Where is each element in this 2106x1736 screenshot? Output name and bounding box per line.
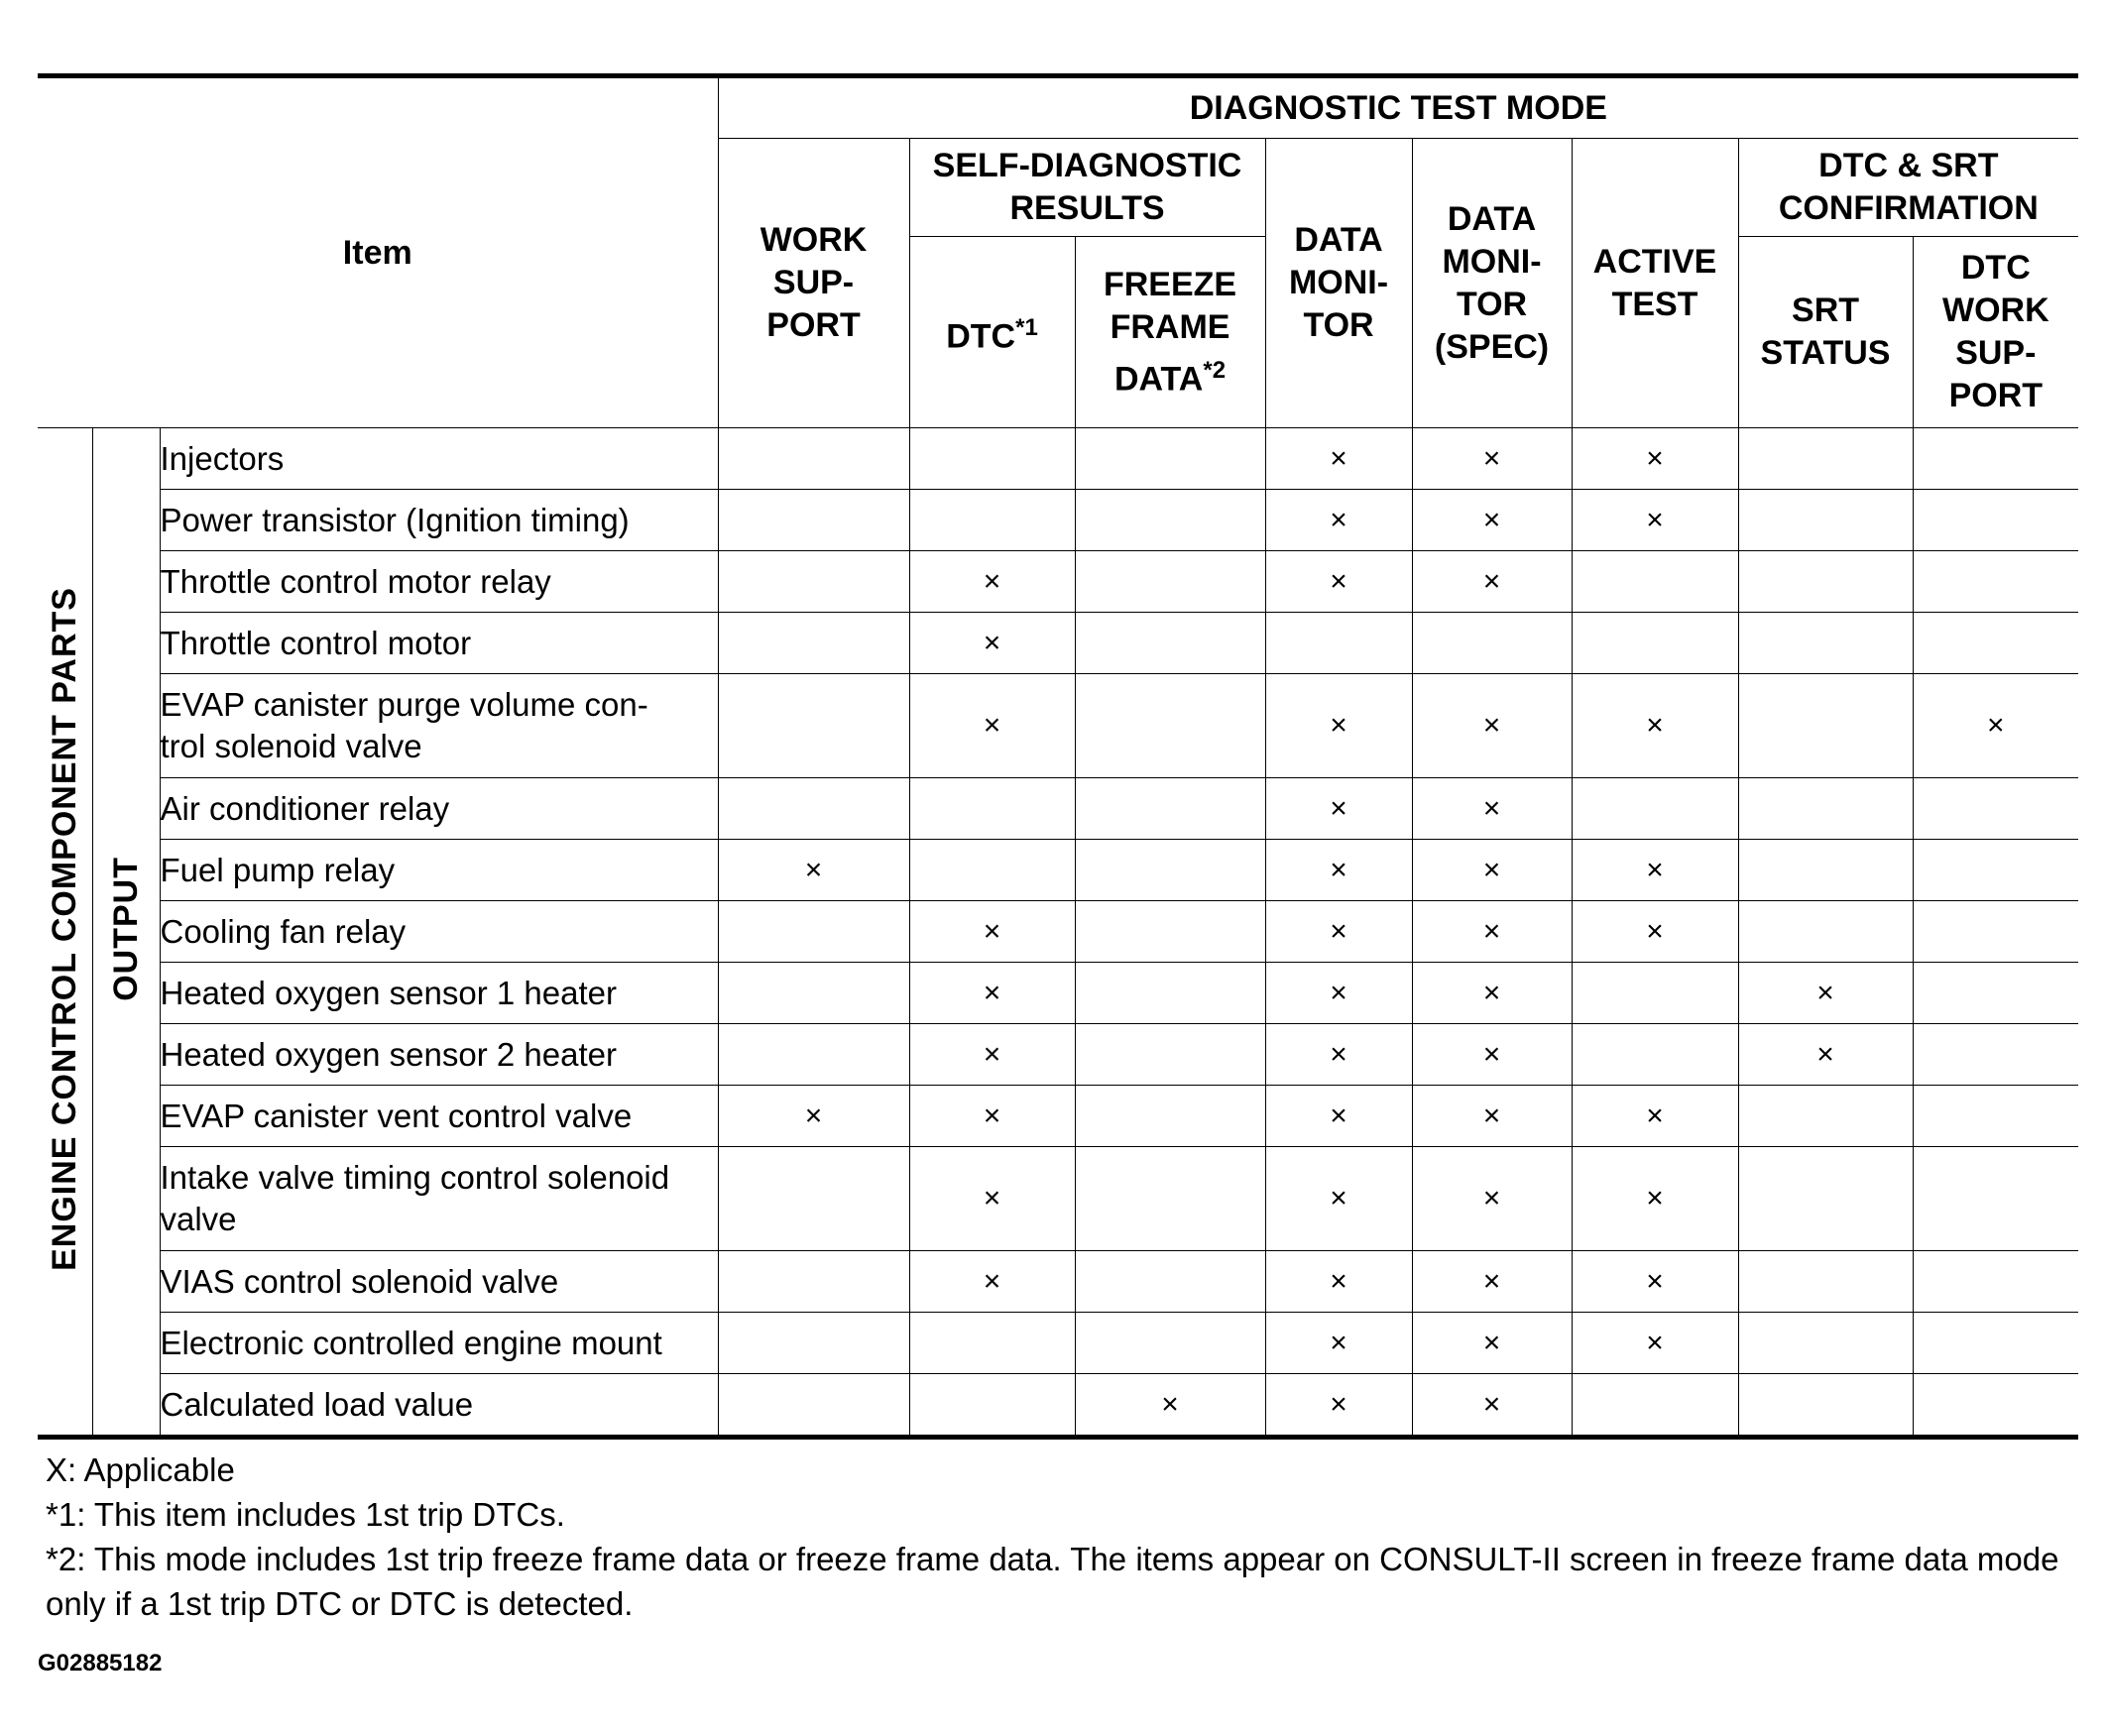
- data-monitor-spec-cell: ×: [1412, 1313, 1572, 1374]
- table-row: [38, 428, 2078, 490]
- dtc-work-support-cell: [1913, 1251, 2078, 1313]
- freeze-frame-data-cell: [1075, 901, 1265, 963]
- item-name: Fuel pump relay: [160, 840, 718, 901]
- table-row: [38, 901, 2078, 963]
- work-support-cell: ×: [718, 840, 909, 901]
- diagnostic-mode-document: [38, 73, 2078, 1678]
- data-monitor-spec-cell: ×: [1412, 1086, 1572, 1147]
- footnote-1: *1: This item includes 1st trip DTCs.: [46, 1496, 565, 1533]
- group-label-cell: [38, 428, 92, 1438]
- item-name: EVAP canister purge volume con- trol solenoid valve: [160, 674, 718, 778]
- active-test-cell: [1572, 963, 1738, 1024]
- item-name: Injectors: [160, 428, 718, 490]
- item-name: Throttle control motor: [160, 613, 718, 674]
- data-monitor-cell: ×: [1265, 674, 1412, 778]
- dtc-cell: ×: [909, 901, 1075, 963]
- table-row: [38, 1251, 2078, 1313]
- dtc-work-support-cell: [1913, 778, 2078, 840]
- footnote-2: *2: This mode includes 1st trip freeze frame data or freeze frame data. The items appear on CONSULT-II screen in freeze frame data mode only if a 1st trip DTC or DTC is detected.: [46, 1541, 2059, 1622]
- active-test-cell: ×: [1572, 428, 1738, 490]
- srt-status-cell: [1738, 1086, 1913, 1147]
- dtc-cell: ×: [909, 551, 1075, 613]
- data-monitor-cell: ×: [1265, 1374, 1412, 1438]
- dtc-work-support-cell: [1913, 963, 2078, 1024]
- freeze-frame-data-header: FREEZE FRAME DATA$^{*2}$: [1075, 237, 1265, 428]
- data-monitor-spec-cell: ×: [1412, 840, 1572, 901]
- data-monitor-spec-cell: ×: [1412, 1251, 1572, 1313]
- data-monitor-cell: ×: [1265, 963, 1412, 1024]
- data-monitor-spec-cell: ×: [1412, 901, 1572, 963]
- work-support-cell: [718, 490, 909, 551]
- dtc-cell: ×: [909, 1251, 1075, 1313]
- srt-status-cell: ×: [1738, 1024, 1913, 1086]
- data-monitor-cell: ×: [1265, 1024, 1412, 1086]
- srt-status-cell: [1738, 840, 1913, 901]
- freeze-frame-data-cell: [1075, 778, 1265, 840]
- data-monitor-cell: ×: [1265, 778, 1412, 840]
- data-monitor-cell: [1265, 613, 1412, 674]
- dtc-srt-confirmation-header: DTC & SRT CONFIRMATION: [1738, 139, 2078, 237]
- active-test-cell: [1572, 1024, 1738, 1086]
- dtc-cell: ×: [909, 963, 1075, 1024]
- dtc-work-support-cell: [1913, 1374, 2078, 1438]
- table-row: [38, 551, 2078, 613]
- item-name: Air conditioner relay: [160, 778, 718, 840]
- data-monitor-cell: ×: [1265, 1313, 1412, 1374]
- dtc-work-support-cell: [1913, 551, 2078, 613]
- dtc-work-support-cell: [1913, 1086, 2078, 1147]
- srt-status-cell: [1738, 1313, 1913, 1374]
- data-monitor-cell: ×: [1265, 428, 1412, 490]
- self-diagnostic-results-header: SELF-DIAGNOSTIC RESULTS: [909, 139, 1265, 237]
- dtc-work-support-cell: [1913, 1024, 2078, 1086]
- table-row: [38, 674, 2078, 778]
- item-name: Intake valve timing control solenoid valve: [160, 1147, 718, 1251]
- freeze-frame-data-cell: [1075, 1086, 1265, 1147]
- srt-status-cell: [1738, 613, 1913, 674]
- work-support-cell: [718, 901, 909, 963]
- dtc-work-support-header: DTC WORK SUP- PORT: [1913, 237, 2078, 428]
- dtc-work-support-cell: [1913, 840, 2078, 901]
- dtc-work-support-cell: [1913, 428, 2078, 490]
- dtc-cell: ×: [909, 1086, 1075, 1147]
- work-support-cell: [718, 1147, 909, 1251]
- srt-status-cell: [1738, 428, 1913, 490]
- srt-status-cell: [1738, 551, 1913, 613]
- data-monitor-spec-cell: ×: [1412, 674, 1572, 778]
- item-name: EVAP canister vent control valve: [160, 1086, 718, 1147]
- active-test-header: ACTIVE TEST: [1572, 139, 1738, 428]
- dtc-cell: [909, 1313, 1075, 1374]
- table-row: [38, 1313, 2078, 1374]
- freeze-frame-data-cell: ×: [1075, 1374, 1265, 1438]
- table-row: [38, 1147, 2078, 1251]
- data-monitor-cell: ×: [1265, 1086, 1412, 1147]
- item-name: Electronic controlled engine mount: [160, 1313, 718, 1374]
- table-row: [38, 778, 2078, 840]
- data-monitor-spec-cell: ×: [1412, 490, 1572, 551]
- subgroup-label: OUTPUT: [106, 857, 145, 1001]
- footnote-applicable: X: Applicable: [46, 1451, 235, 1488]
- dtc-cell: ×: [909, 1024, 1075, 1086]
- srt-status-cell: [1738, 1374, 1913, 1438]
- freeze-frame-data-cell: [1075, 428, 1265, 490]
- active-test-cell: ×: [1572, 1313, 1738, 1374]
- item-name: VIAS control solenoid valve: [160, 1251, 718, 1313]
- srt-status-cell: [1738, 490, 1913, 551]
- dtc-cell: [909, 428, 1075, 490]
- freeze-frame-data-cell: [1075, 674, 1265, 778]
- table-row: [38, 613, 2078, 674]
- active-test-cell: [1572, 613, 1738, 674]
- group-label: ENGINE CONTROL COMPONENT PARTS: [45, 587, 83, 1271]
- table-row: [38, 1024, 2078, 1086]
- work-support-cell: [718, 613, 909, 674]
- freeze-frame-data-cell: [1075, 490, 1265, 551]
- srt-status-cell: [1738, 674, 1913, 778]
- work-support-cell: ×: [718, 1086, 909, 1147]
- work-support-cell: [718, 428, 909, 490]
- data-monitor-cell: ×: [1265, 1251, 1412, 1313]
- data-monitor-spec-header: DATA MONI- TOR (SPEC): [1412, 139, 1572, 428]
- dtc-cell: [909, 490, 1075, 551]
- srt-status-cell: [1738, 778, 1913, 840]
- freeze-frame-data-cell: [1075, 840, 1265, 901]
- item-column-header: Item: [38, 76, 718, 428]
- active-test-cell: [1572, 551, 1738, 613]
- dtc-work-support-cell: [1913, 613, 2078, 674]
- dtc-work-support-cell: [1913, 901, 2078, 963]
- data-monitor-spec-cell: ×: [1412, 1147, 1572, 1251]
- dtc-cell: ×: [909, 674, 1075, 778]
- dtc-work-support-cell: [1913, 1147, 2078, 1251]
- freeze-frame-data-cell: [1075, 551, 1265, 613]
- freeze-frame-data-cell: [1075, 613, 1265, 674]
- active-test-cell: [1572, 1374, 1738, 1438]
- table-row: [38, 963, 2078, 1024]
- item-name: Calculated load value: [160, 1374, 718, 1438]
- active-test-cell: ×: [1572, 674, 1738, 778]
- active-test-cell: ×: [1572, 1086, 1738, 1147]
- srt-status-cell: [1738, 1251, 1913, 1313]
- active-test-cell: ×: [1572, 901, 1738, 963]
- item-name: Cooling fan relay: [160, 901, 718, 963]
- data-monitor-spec-cell: ×: [1412, 428, 1572, 490]
- work-support-header: WORK SUP- PORT: [718, 139, 909, 428]
- table-body: [38, 428, 2078, 1438]
- table-row: [38, 490, 2078, 551]
- work-support-cell: [718, 963, 909, 1024]
- active-test-cell: ×: [1572, 1251, 1738, 1313]
- diagnostic-mode-table: [38, 73, 2078, 1440]
- diagnostic-test-mode-header: DIAGNOSTIC TEST MODE: [718, 76, 2078, 139]
- freeze-frame-data-cell: [1075, 1024, 1265, 1086]
- dtc-cell: ×: [909, 613, 1075, 674]
- data-monitor-cell: ×: [1265, 490, 1412, 551]
- freeze-frame-data-cell: [1075, 1147, 1265, 1251]
- dtc-cell: [909, 778, 1075, 840]
- work-support-cell: [718, 674, 909, 778]
- data-monitor-spec-cell: ×: [1412, 551, 1572, 613]
- srt-status-cell: ×: [1738, 963, 1913, 1024]
- dtc-cell: [909, 840, 1075, 901]
- data-monitor-cell: ×: [1265, 1147, 1412, 1251]
- item-name: Heated oxygen sensor 1 heater: [160, 963, 718, 1024]
- data-monitor-spec-cell: [1412, 613, 1572, 674]
- work-support-cell: [718, 551, 909, 613]
- data-monitor-spec-cell: ×: [1412, 778, 1572, 840]
- srt-status-header: SRT STATUS: [1738, 237, 1913, 428]
- item-name: Heated oxygen sensor 2 heater: [160, 1024, 718, 1086]
- data-monitor-spec-cell: ×: [1412, 963, 1572, 1024]
- work-support-cell: [718, 778, 909, 840]
- footnotes: [38, 1447, 2078, 1626]
- data-monitor-cell: ×: [1265, 551, 1412, 613]
- active-test-cell: [1572, 778, 1738, 840]
- work-support-cell: [718, 1313, 909, 1374]
- active-test-cell: ×: [1572, 840, 1738, 901]
- dtc-cell: ×: [909, 1147, 1075, 1251]
- data-monitor-spec-cell: ×: [1412, 1024, 1572, 1086]
- srt-status-cell: [1738, 901, 1913, 963]
- figure-id: G02885182: [38, 1650, 163, 1677]
- freeze-frame-data-cell: [1075, 963, 1265, 1024]
- work-support-cell: [718, 1024, 909, 1086]
- data-monitor-cell: ×: [1265, 901, 1412, 963]
- table-row: [38, 840, 2078, 901]
- work-support-cell: [718, 1374, 909, 1438]
- data-monitor-cell: ×: [1265, 840, 1412, 901]
- active-test-cell: ×: [1572, 490, 1738, 551]
- item-name: Power transistor (Ignition timing): [160, 490, 718, 551]
- data-monitor-spec-cell: ×: [1412, 1374, 1572, 1438]
- dtc-work-support-cell: ×: [1913, 674, 2078, 778]
- subgroup-label-cell: [92, 428, 160, 1438]
- table-row: [38, 1086, 2078, 1147]
- dtc-work-support-cell: [1913, 1313, 2078, 1374]
- dtc-header: DTC$^{*1}$: [909, 237, 1075, 428]
- dtc-work-support-cell: [1913, 490, 2078, 551]
- freeze-frame-data-cell: [1075, 1313, 1265, 1374]
- srt-status-cell: [1738, 1147, 1913, 1251]
- freeze-frame-data-cell: [1075, 1251, 1265, 1313]
- item-name: Throttle control motor relay: [160, 551, 718, 613]
- work-support-cell: [718, 1251, 909, 1313]
- active-test-cell: ×: [1572, 1147, 1738, 1251]
- data-monitor-header: DATA MONI- TOR: [1265, 139, 1412, 428]
- dtc-cell: [909, 1374, 1075, 1438]
- table-row: [38, 1374, 2078, 1438]
